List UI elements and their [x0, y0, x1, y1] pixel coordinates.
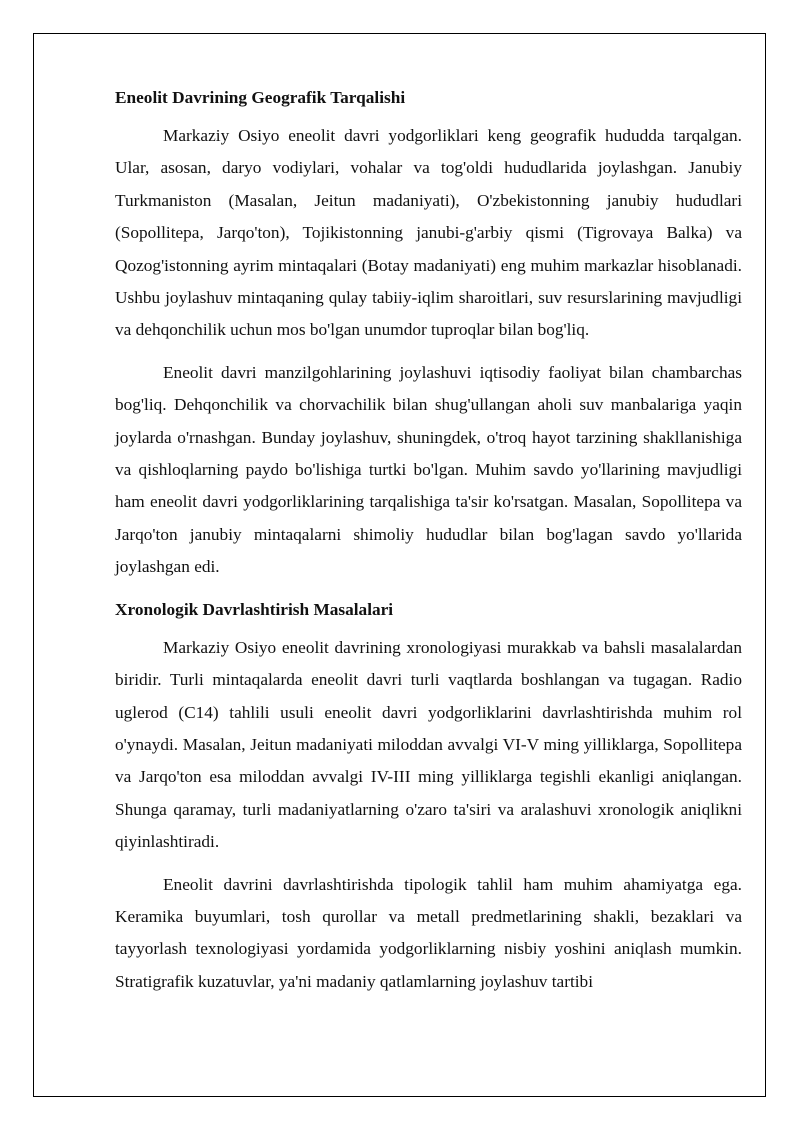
document-body	[115, 84, 742, 1008]
paragraph: Markaziy Osiyo eneolit davri yodgorliklari keng geografik hududda tarqalgan. Ular, asosan, daryo vodiylari, vohalar va tog'oldi hududlarida joylashgan. Janubiy Turkmaniston (Masalan, Jeitun madaniyati), O'zbekistonning janubiy hududlari (Sopollitepa, Jarqo'ton), Tojikistonning janubi-g'arbiy qismi (Tigrovaya Balka) va Qozog'istonning ayrim mintaqalari (Botay madaniyati) eng muhim markazlar hisoblanadi. Ushbu joylashuv mintaqaning qulay tabiiy-iqlim sharoitlari, suv resurslarining mavjudligi va dehqonchilik uchun mos bo'lgan unumdor tuproqlar bilan bog'liq.	[115, 126, 742, 340]
section-heading: Eneolit Davrining Geografik Tarqalishi	[115, 88, 406, 107]
paragraph: Markaziy Osiyo eneolit davrining xronologiyasi murakkab va bahsli masalalardan biridir. Turli mintaqalarda eneolit davri turli vaqtlarda boshlangan va tugagan. Radio uglerod (C14) tahlili usuli eneolit davri yodgorliklarini davrlashtirishda muhim rol o'ynaydi. Masalan, Jeitun madaniyati miloddan avvalgi VI-V ming yilliklarga, Sopollitepa va Jarqo'ton esa miloddan avvalgi IV-III ming yilliklarga tegishli ekanligi aniqlangan. Shunga qaramay, turli madaniyatlarning o'zaro ta'siri va aralashuvi xronologik aniqlikni qiyinlashtiradi.	[115, 637, 742, 852]
section-chronology	[115, 596, 742, 998]
paragraph: Eneolit davri manzilgohlarining joylashuvi iqtisodiy faoliyat bilan chambarchas bog'liq. Dehqonchilik va chorvachilik bilan shug'ullangan aholi suv manbalariga yaqin joylarda o'rnashgan. Bunday joylashuv, shuningdek, o'troq hayot tarzining shakllanishiga va qishloqlarning paydo bo'lishiga turtki bo'lgan. Muhim savdo yo'llarining mavjudligi ham eneolit davri yodgorliklarining tarqalishiga ta'sir ko'rsatgan. Masalan, Sopollitepa va Jarqo'ton janubiy mintaqalarni shimoliy hududlar bilan bog'lagan savdo yo'llarida joylashgan edi.	[115, 362, 742, 577]
section-heading: Xronologik Davrlashtirish Masalalari	[115, 599, 394, 619]
section-geographic-distribution	[115, 84, 742, 584]
paragraph: Eneolit davrini davrlashtirishda tipologik tahlil ham muhim ahamiyatga ega. Keramika buyumlari, tosh qurollar va metall predmetlarining shakli, bezaklari va tayyorlash texnologiyasi yordamida yodgorliklarning nisbiy yoshini aniqlash mumkin. Stratigrafik kuzatuvlar, ya'ni madaniy qatlamlarning joylashuv tartibi	[115, 874, 742, 991]
